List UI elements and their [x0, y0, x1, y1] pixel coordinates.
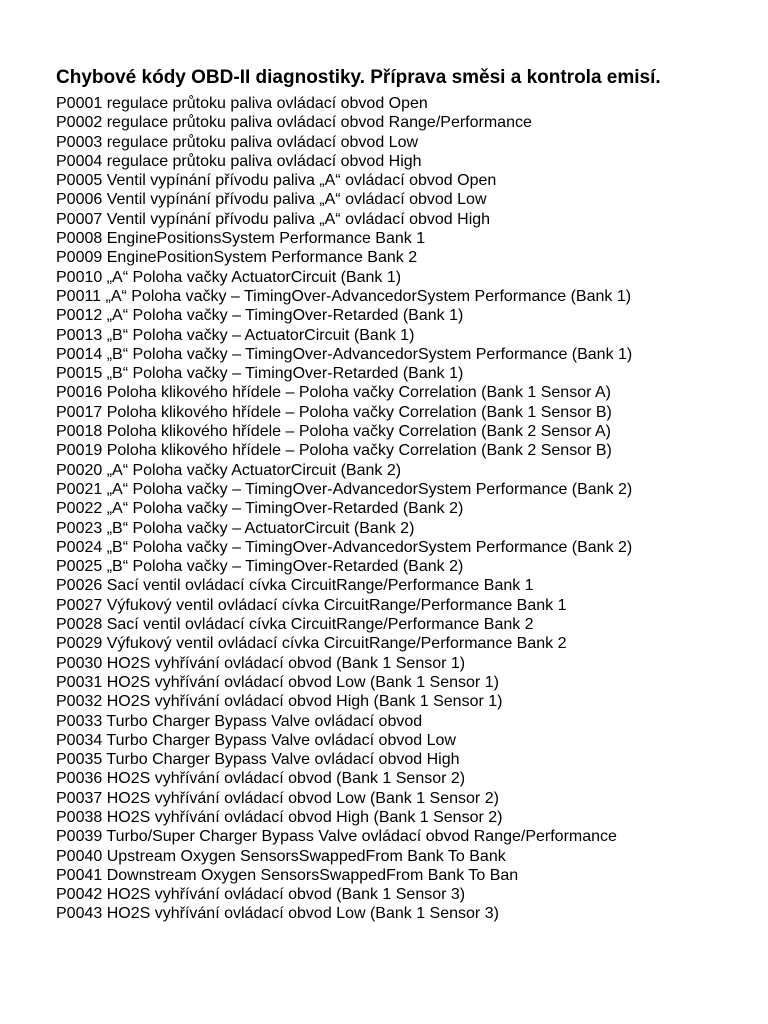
error-code-line: P0020 „A“ Poloha vačky ActuatorCircuit (Bank 2) [56, 461, 402, 479]
error-code-line: P0035 Turbo Charger Bypass Valve ovládací obvod High [56, 751, 460, 769]
error-code-line: P0008 EnginePositionsSystem Performance Bank 1 [56, 230, 426, 248]
error-code-line: P0016 Poloha klikového hřídele – Poloha vačky Correlation (Bank 1 Sensor A) [56, 384, 611, 402]
error-code-line: P0026 Sací ventil ovládací cívka CircuitRange/Performance Bank 1 [56, 577, 534, 595]
error-code-line: P0021 „A“ Poloha vačky – TimingOver-AdvancedorSystem Performance (Bank 2) [56, 480, 633, 498]
error-code-line: P0034 Turbo Charger Bypass Valve ovládací obvod Low [56, 731, 456, 749]
error-code-line: P0030 HO2S vyhřívání ovládací obvod (Bank 1 Sensor 1) [56, 654, 466, 672]
error-code-line: P0028 Sací ventil ovládací cívka CircuitRange/Performance Bank 2 [56, 616, 534, 634]
error-code-line: P0010 „A“ Poloha vačky ActuatorCircuit (Bank 1) [56, 268, 402, 286]
error-code-line: P0023 „B“ Poloha vačky – ActuatorCircuit (Bank 2) [56, 519, 415, 537]
error-code-line: P0041 Downstream Oxygen SensorsSwappedFrom Bank To Ban [56, 866, 519, 884]
document-page [56, 66, 736, 924]
error-code-line: P0009 EnginePositionSystem Performance Bank 2 [56, 249, 418, 267]
error-code-line: P0005 Ventil vypínání přívodu paliva „A“ ovládací obvod Open [56, 172, 497, 190]
error-code-line: P0033 Turbo Charger Bypass Valve ovládací obvod [56, 712, 423, 730]
error-code-line: P0029 Výfukový ventil ovládací cívka CircuitRange/Performance Bank 2 [56, 635, 567, 653]
error-code-line: P0036 HO2S vyhřívání ovládací obvod (Bank 1 Sensor 2) [56, 770, 466, 788]
error-code-line: P0002 regulace průtoku paliva ovládací obvod Range/Performance [56, 114, 532, 132]
error-code-line: P0014 „B“ Poloha vačky – TimingOver-AdvancedorSystem Performance (Bank 1) [56, 345, 633, 363]
error-code-line: P0024 „B“ Poloha vačky – TimingOver-AdvancedorSystem Performance (Bank 2) [56, 538, 633, 556]
error-code-line: P0007 Ventil vypínání přívodu paliva „A“ ovládací obvod High [56, 210, 491, 228]
error-code-line: P0031 HO2S vyhřívání ovládací obvod Low (Bank 1 Sensor 1) [56, 673, 499, 691]
error-code-line: P0038 HO2S vyhřívání ovládací obvod High (Bank 1 Sensor 2) [56, 808, 503, 826]
error-code-line: P0003 regulace průtoku paliva ovládací obvod Low [56, 133, 419, 151]
error-code-line: P0011 „A“ Poloha vačky – TimingOver-AdvancedorSystem Performance (Bank 1) [56, 287, 632, 305]
error-code-line: P0019 Poloha klikového hřídele – Poloha vačky Correlation (Bank 2 Sensor B) [56, 442, 612, 460]
error-code-line: P0013 „B“ Poloha vačky – ActuatorCircuit (Bank 1) [56, 326, 415, 344]
error-code-line: P0032 HO2S vyhřívání ovládací obvod High (Bank 1 Sensor 1) [56, 693, 503, 711]
error-code-line: P0001 regulace průtoku paliva ovládací obvod Open [56, 95, 428, 112]
error-code-line: P0004 regulace průtoku paliva ovládací obvod High [56, 152, 422, 170]
error-code-line: P0018 Poloha klikového hřídele – Poloha vačky Correlation (Bank 2 Sensor A) [56, 423, 611, 441]
error-code-line: P0015 „B“ Poloha vačky – TimingOver-Retarded (Bank 1) [56, 365, 464, 383]
error-code-line: P0025 „B“ Poloha vačky – TimingOver-Retarded (Bank 2) [56, 558, 464, 576]
error-code-line: P0017 Poloha klikového hřídele – Poloha vačky Correlation (Bank 1 Sensor B) [56, 403, 612, 421]
error-code-line: P0012 „A“ Poloha vačky – TimingOver-Retarded (Bank 1) [56, 307, 464, 325]
error-code-line: P0022 „A“ Poloha vačky – TimingOver-Retarded (Bank 2) [56, 500, 464, 518]
error-code-line: P0037 HO2S vyhřívání ovládací obvod Low (Bank 1 Sensor 2) [56, 789, 499, 807]
error-code-line: P0043 HO2S vyhřívání ovládací obvod Low (Bank 1 Sensor 3) [56, 905, 499, 923]
document-title: Chybové kódy OBD-II diagnostiky. Příprava směsi a kontrola emisí. [56, 67, 661, 88]
error-code-line: P0042 HO2S vyhřívání ovládací obvod (Bank 1 Sensor 3) [56, 886, 466, 904]
error-code-line: P0040 Upstream Oxygen SensorsSwappedFrom Bank To Bank [56, 847, 506, 865]
error-code-line: P0039 Turbo/Super Charger Bypass Valve ovládací obvod Range/Performance [56, 828, 617, 846]
error-code-line: P0006 Ventil vypínání přívodu paliva „A“ ovládací obvod Low [56, 191, 487, 209]
error-code-list [56, 94, 736, 924]
error-code-line: P0027 Výfukový ventil ovládací cívka CircuitRange/Performance Bank 1 [56, 596, 567, 614]
